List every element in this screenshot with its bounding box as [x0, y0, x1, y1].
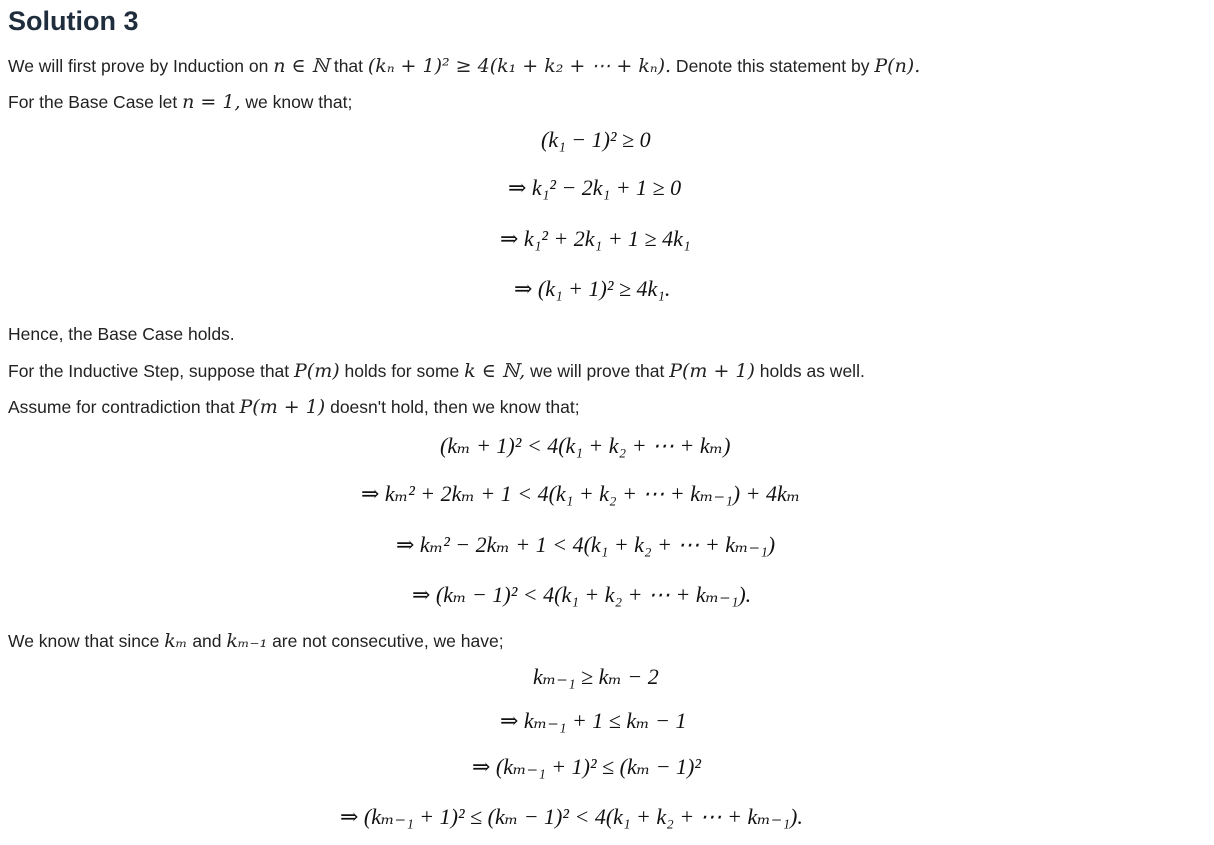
know-math-1: kₘ — [164, 630, 188, 652]
know-text-1: We know that since — [8, 631, 165, 651]
final-equation-4: ⇒ (kₘ₋₁ + 1)² ≤ (kₘ − 1)² < 4(k₁ + k₂ + ⋯ + kₘ₋₁). — [340, 804, 803, 829]
base-equation-2: ⇒ k₁² − 2k₁ + 1 ≥ 0 — [508, 175, 682, 200]
final-equation-2: ⇒ kₘ₋₁ + 1 ≤ kₘ − 1 — [500, 708, 687, 733]
step-equation-2: ⇒ kₘ² + 2kₘ + 1 < 4(k₁ + k₂ + ⋯ + kₘ₋₁) + 4kₘ — [361, 481, 801, 506]
intro-math-1: n ∈ ℕ — [273, 55, 329, 77]
assume-text-1: Assume for contradiction that — [8, 397, 240, 417]
inductive-text-4: holds as well. — [754, 361, 865, 381]
assume-math-1: P(m + 1) — [239, 396, 326, 418]
inductive-math-2: k ∈ ℕ, — [464, 360, 526, 382]
solution-title: Solution 3 — [8, 6, 139, 36]
inductive-text-3: we will prove that — [525, 361, 670, 381]
final-equation-1: kₘ₋₁ ≥ kₘ − 2 — [533, 664, 659, 689]
inductive-math-1: P(m) — [294, 360, 340, 382]
know-math-2: kₘ₋₁ — [226, 630, 268, 652]
final-equation-3: ⇒ (kₘ₋₁ + 1)² ≤ (kₘ − 1)² — [472, 754, 701, 779]
inductive-text-2: holds for some — [339, 361, 465, 381]
intro-text-3: Denote this statement by — [671, 56, 875, 76]
consecutive-paragraph — [8, 630, 504, 652]
step-equation-1: (kₘ + 1)² < 4(k₁ + k₂ + ⋯ + kₘ) — [440, 433, 731, 458]
intro-math-3: P(n). — [874, 55, 921, 77]
base-equation-1: (k₁ − 1)² ≥ 0 — [541, 127, 651, 152]
base-text-2: we know that; — [240, 92, 353, 112]
know-text-3: are not consecutive, we have; — [267, 631, 504, 651]
base-case-paragraph — [8, 91, 352, 113]
inductive-math-3: P(m + 1) — [669, 360, 755, 382]
base-math-1: n = 1, — [182, 91, 241, 113]
hence-paragraph: Hence, the Base Case holds. — [8, 324, 235, 344]
intro-text-2: that — [328, 56, 368, 76]
intro-math-2: (kₙ + 1)² ≥ 4(k₁ + k₂ + ⋯ + kₙ). — [367, 55, 672, 77]
step-equation-4: ⇒ (kₘ − 1)² < 4(k₁ + k₂ + ⋯ + kₘ₋₁). — [412, 582, 752, 607]
intro-text-1: We will first prove by Induction on — [8, 56, 274, 76]
intro-paragraph — [8, 55, 920, 77]
assume-paragraph — [8, 396, 580, 418]
base-text-1: For the Base Case let — [8, 92, 183, 112]
base-equation-3: ⇒ k₁² + 2k₁ + 1 ≥ 4k₁ — [500, 226, 691, 251]
assume-text-2: doesn't hold, then we know that; — [325, 397, 580, 417]
inductive-step-paragraph — [8, 360, 865, 382]
know-text-2: and — [187, 631, 227, 651]
base-equation-4: ⇒ (k₁ + 1)² ≥ 4k₁. — [514, 276, 671, 301]
inductive-text-1: For the Inductive Step, suppose that — [8, 361, 295, 381]
step-equation-3: ⇒ kₘ² − 2kₘ + 1 < 4(k₁ + k₂ + ⋯ + kₘ₋₁) — [396, 532, 776, 557]
